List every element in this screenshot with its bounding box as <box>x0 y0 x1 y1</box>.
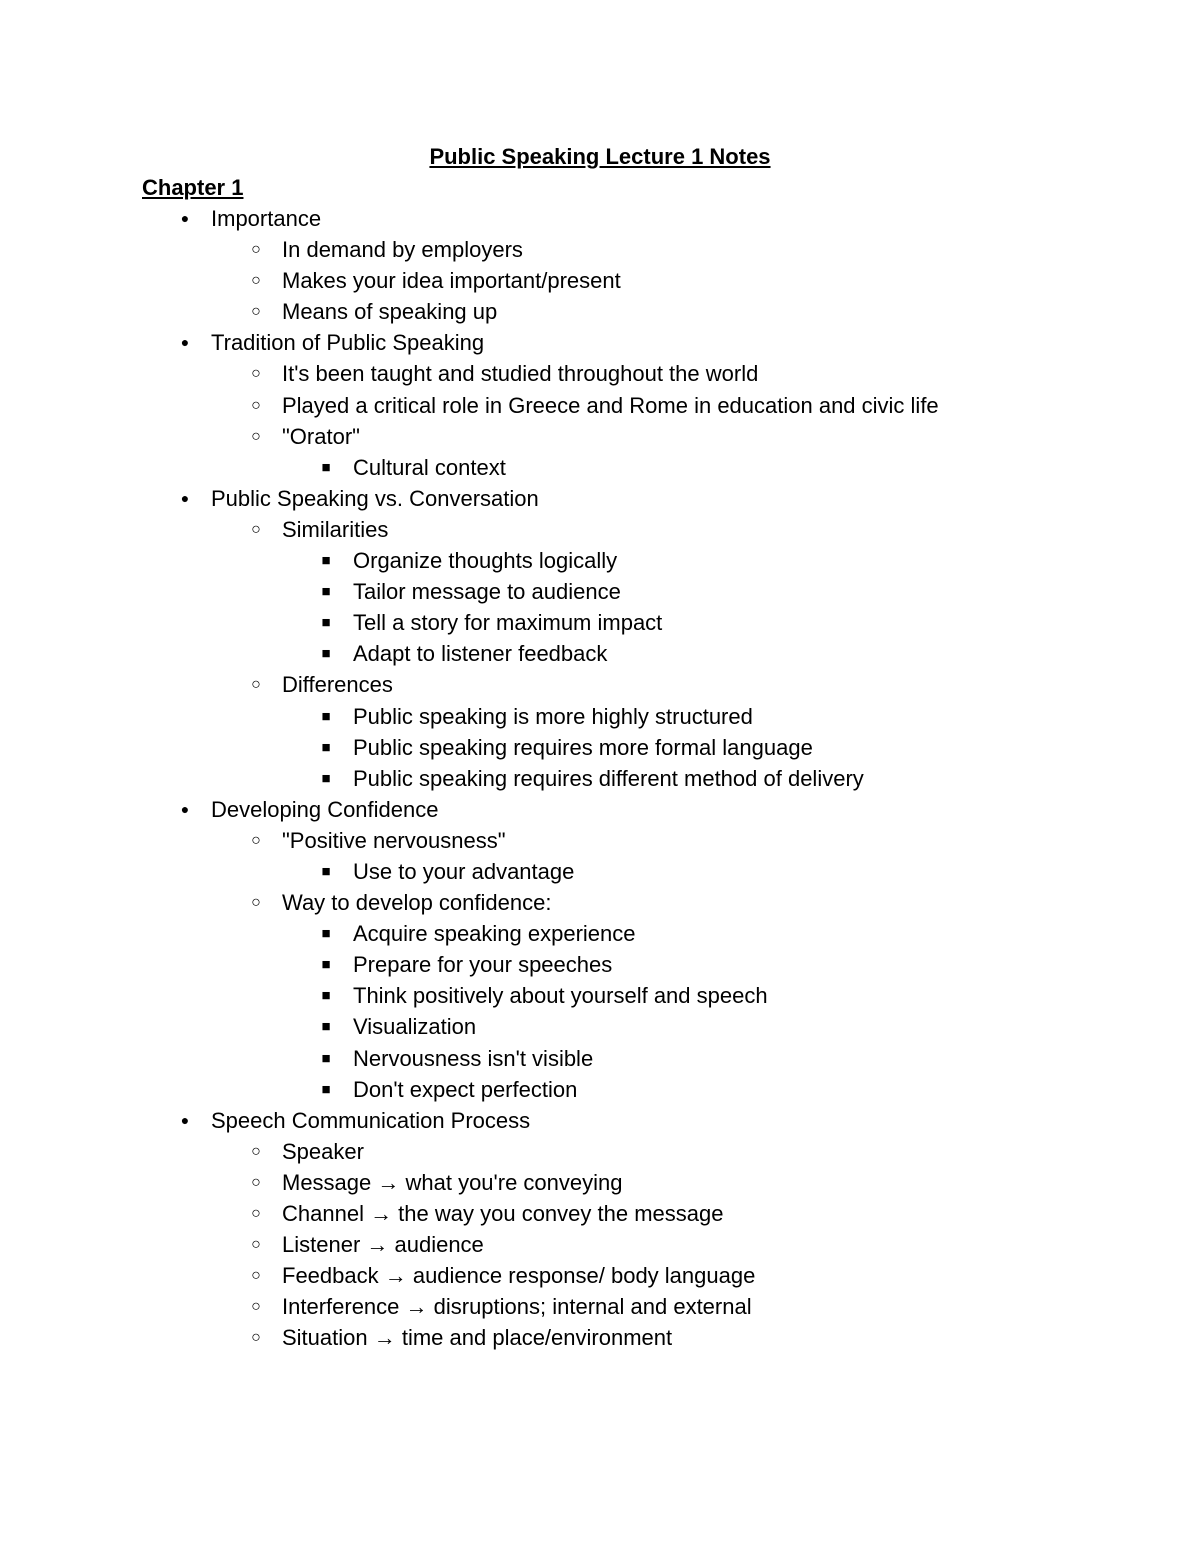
outline-item-subsub <box>0 452 1200 483</box>
bullet-circle-icon: ○ <box>251 1298 261 1316</box>
bullet-circle-icon: ○ <box>251 272 261 290</box>
bullet-square-icon: ■ <box>321 862 331 880</box>
bullet-square-icon: ■ <box>321 1080 331 1098</box>
bullet-square-icon: ■ <box>321 738 331 756</box>
outline-item-text: Message → what you're conveying <box>282 1169 623 1195</box>
outline-item-subsub <box>0 607 1200 638</box>
outline-item-text: Feedback → audience response/ body language <box>282 1263 756 1289</box>
outline-item-subsub <box>0 763 1200 794</box>
outline-item-sub <box>0 887 1200 918</box>
outline-item-sub <box>0 1260 1200 1291</box>
chapter-heading: Chapter 1 <box>142 175 244 200</box>
bullet-circle-icon: ○ <box>251 1329 261 1347</box>
outline-item-subsub <box>0 1011 1200 1042</box>
bullet-dot-icon: ● <box>180 1111 190 1128</box>
bullet-circle-icon: ○ <box>251 831 261 849</box>
outline-item-text: Cultural context <box>353 454 506 480</box>
notes-outline <box>0 203 1200 1353</box>
outline-item-text: Prepare for your speeches <box>353 952 613 978</box>
outline-item-text: Importance <box>211 206 322 231</box>
outline-item-subsub <box>0 949 1200 980</box>
bullet-square-icon: ■ <box>321 614 331 632</box>
outline-item-text: It's been taught and studied throughout the world <box>282 361 759 387</box>
outline-item-text: Speech Communication Process <box>211 1107 531 1133</box>
bullet-circle-icon: ○ <box>251 1205 261 1222</box>
outline-item-text: Organize thoughts logically <box>353 548 618 574</box>
bullet-circle-icon: ○ <box>251 520 261 538</box>
outline-item-text: Means of speaking up <box>282 299 498 325</box>
outline-item-text: Acquire speaking experience <box>353 921 636 947</box>
outline-item-text: Makes your idea important/present <box>282 268 621 294</box>
outline-item-sub <box>0 296 1200 327</box>
bullet-circle-icon: ○ <box>251 676 261 694</box>
bullet-square-icon: ■ <box>321 1049 331 1067</box>
bullet-square-icon: ■ <box>321 1018 331 1036</box>
outline-item-text: Similarities <box>282 516 389 542</box>
outline-item-main <box>0 327 1200 358</box>
bullet-dot-icon: ● <box>180 800 190 817</box>
outline-item-subsub <box>0 1043 1200 1074</box>
bullet-square-icon: ■ <box>321 987 331 1005</box>
bullet-circle-icon: ○ <box>251 894 261 912</box>
bullet-square-icon: ■ <box>321 645 331 663</box>
outline-item-sub <box>0 1291 1200 1322</box>
bullet-square-icon: ■ <box>321 925 331 943</box>
outline-item-subsub <box>0 732 1200 763</box>
bullet-circle-icon: ○ <box>251 1267 261 1285</box>
outline-item-main <box>0 1105 1200 1136</box>
outline-item-text: Public speaking requires more formal language <box>353 734 813 760</box>
outline-item-text: Nervousness isn't visible <box>353 1045 594 1071</box>
outline-item-subsub <box>0 701 1200 732</box>
outline-item-text: Listener → audience <box>282 1232 484 1258</box>
outline-item-sub <box>0 358 1200 389</box>
outline-item-text: Channel → the way you convey the message <box>282 1201 724 1226</box>
outline-item-text: Way to develop confidence: <box>282 890 552 916</box>
outline-item-subsub <box>0 856 1200 887</box>
bullet-circle-icon: ○ <box>251 427 261 445</box>
bullet-circle-icon: ○ <box>251 303 261 321</box>
outline-item-sub <box>0 1167 1200 1198</box>
outline-item-subsub <box>0 1074 1200 1105</box>
outline-item-text: Tradition of Public Speaking <box>211 330 485 356</box>
outline-item-sub <box>0 669 1200 700</box>
bullet-dot-icon: ● <box>180 210 190 226</box>
bullet-dot-icon: ● <box>180 334 190 351</box>
outline-item-subsub <box>0 918 1200 949</box>
outline-item-sub <box>0 514 1200 545</box>
outline-item-text: In demand by employers <box>282 237 523 263</box>
bullet-circle-icon: ○ <box>251 1142 261 1160</box>
outline-item-text: Differences <box>282 672 393 698</box>
outline-item-sub <box>0 390 1200 421</box>
bullet-square-icon: ■ <box>321 707 331 725</box>
bullet-square-icon: ■ <box>321 552 331 570</box>
outline-item-sub <box>0 265 1200 296</box>
bullet-square-icon: ■ <box>321 583 331 601</box>
outline-item-subsub <box>0 576 1200 607</box>
outline-item-text: Situation → time and place/environment <box>282 1325 673 1351</box>
outline-item-main <box>0 483 1200 514</box>
outline-item-text: Speaker <box>282 1138 364 1164</box>
outline-item-text: Visualization <box>353 1014 477 1040</box>
outline-item-text: "Orator" <box>282 423 360 449</box>
outline-item-sub <box>0 1229 1200 1260</box>
outline-item-text: "Positive nervousness" <box>282 827 506 853</box>
bullet-circle-icon: ○ <box>251 1236 261 1254</box>
bullet-square-icon: ■ <box>321 769 331 787</box>
outline-item-subsub <box>0 980 1200 1011</box>
outline-item-subsub <box>0 638 1200 669</box>
document-title: Public Speaking Lecture 1 Notes <box>429 144 771 169</box>
outline-item-text: Tailor message to audience <box>353 579 621 605</box>
outline-item-main <box>0 794 1200 825</box>
outline-item-sub <box>0 234 1200 265</box>
outline-item-sub <box>0 421 1200 452</box>
outline-item-text: Public Speaking vs. Conversation <box>211 485 539 511</box>
outline-item-text: Don't expect perfection <box>353 1076 578 1102</box>
outline-item-sub <box>0 1322 1200 1353</box>
outline-item-text: Developing Confidence <box>211 796 439 822</box>
bullet-circle-icon: ○ <box>251 1173 261 1191</box>
outline-item-sub <box>0 1136 1200 1167</box>
outline-item-sub <box>0 825 1200 856</box>
outline-item-text: Tell a story for maximum impact <box>353 610 663 636</box>
outline-item-text: Public speaking requires different method of delivery <box>353 765 864 791</box>
outline-item-main <box>0 203 1200 234</box>
bullet-dot-icon: ● <box>180 489 190 506</box>
outline-item-text: Think positively about yourself and speech <box>353 983 768 1009</box>
bullet-circle-icon: ○ <box>251 241 261 259</box>
bullet-square-icon: ■ <box>321 458 331 476</box>
outline-item-subsub <box>0 545 1200 576</box>
outline-item-text: Adapt to listener feedback <box>353 641 608 667</box>
outline-item-text: Interference → disruptions; internal and external <box>282 1294 752 1320</box>
outline-item-text: Played a critical role in Greece and Rome in education and civic life <box>282 392 939 418</box>
bullet-circle-icon: ○ <box>251 365 261 383</box>
bullet-circle-icon: ○ <box>251 396 261 414</box>
outline-item-sub <box>0 1198 1200 1229</box>
outline-item-text: Public speaking is more highly structured <box>353 703 753 729</box>
bullet-square-icon: ■ <box>321 956 331 974</box>
outline-item-text: Use to your advantage <box>353 858 575 884</box>
